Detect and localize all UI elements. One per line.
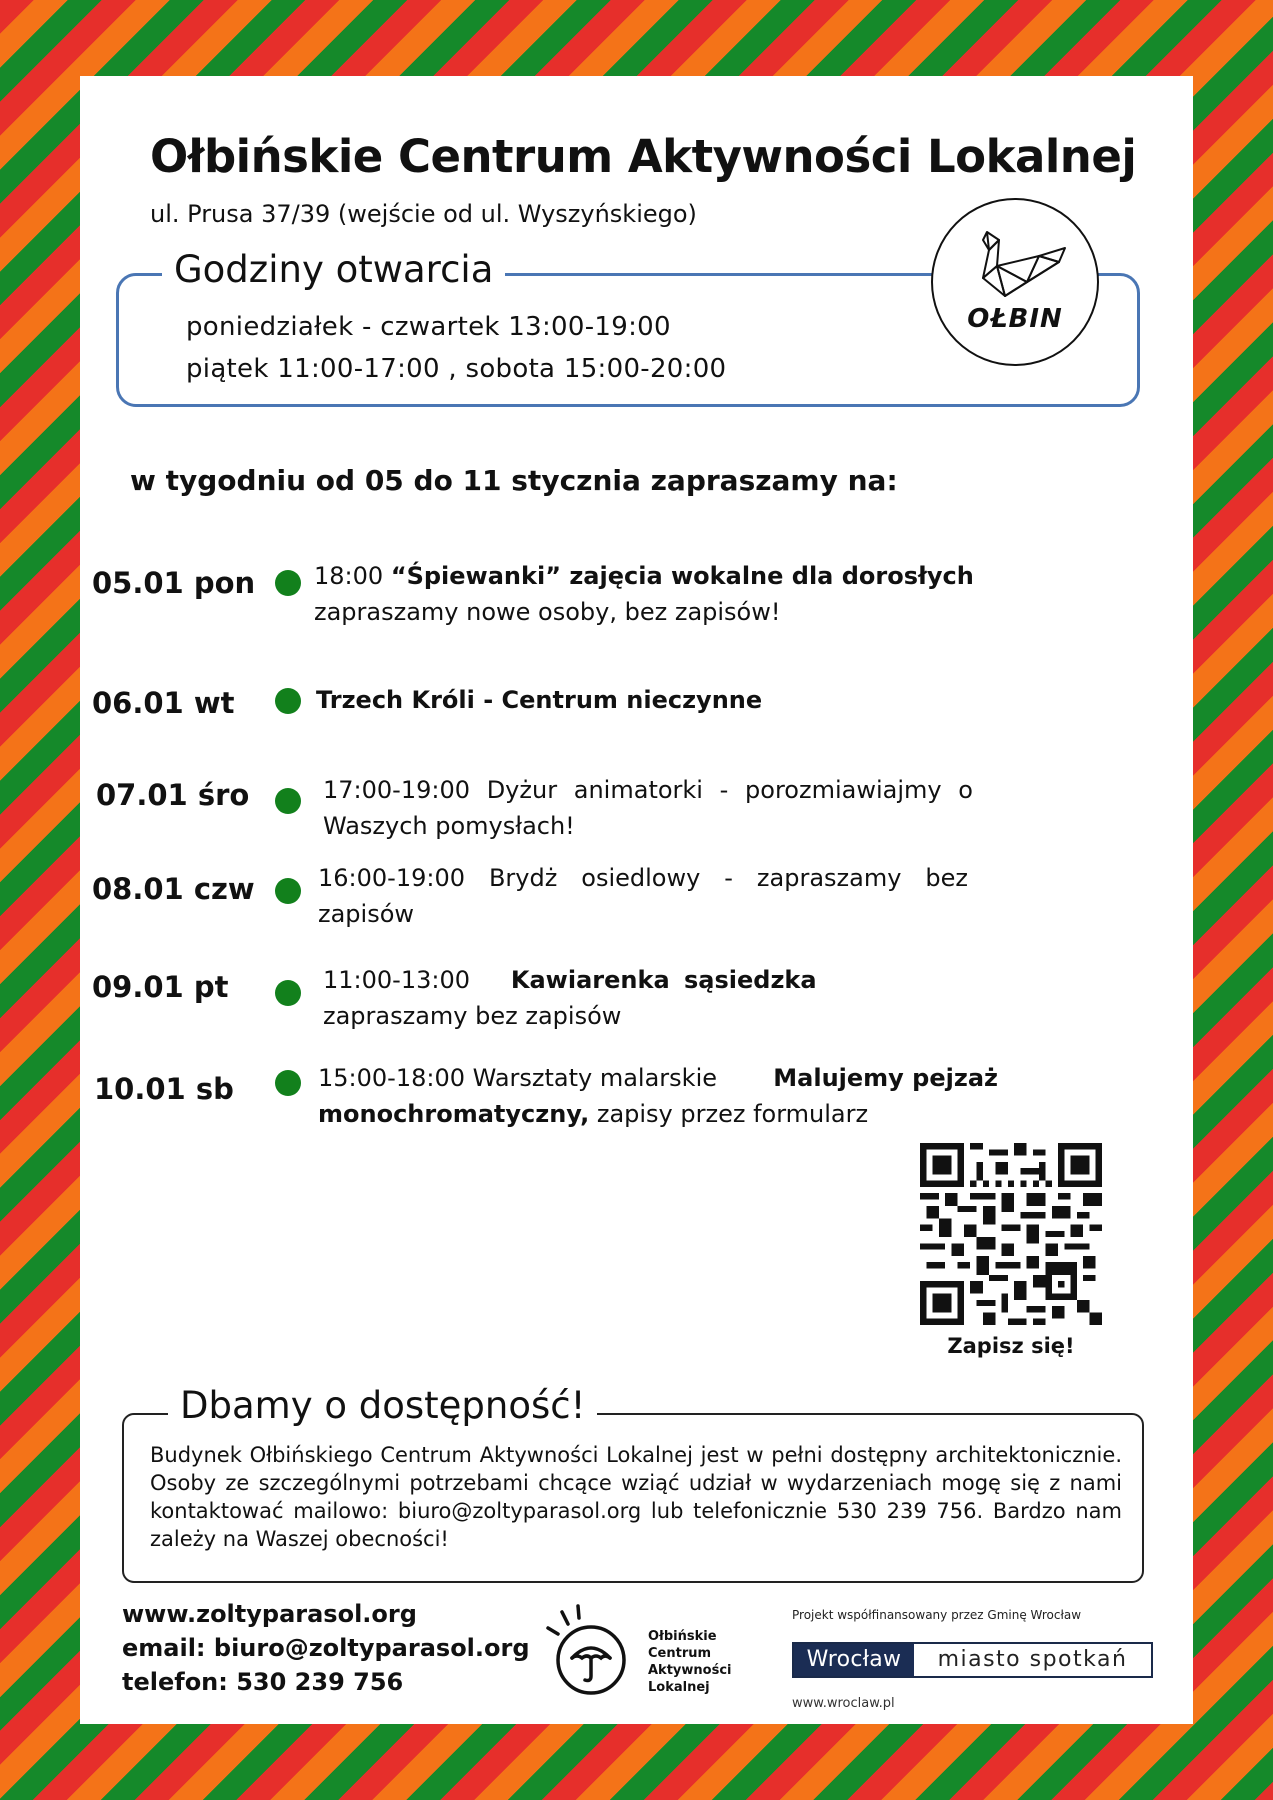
contact-website[interactable]: www.zoltyparasol.org	[122, 1600, 417, 1628]
opening-hours-title: Godziny otwarcia	[162, 248, 505, 291]
event-1001-line1	[318, 1060, 998, 1096]
event-0801-line2: zapisów	[318, 900, 415, 928]
accessibility-text: Budynek Ołbińskiego Centrum Aktywności Lokalnej jest w pełni dostępny architektonicznie. Osoby ze szczególnymi potrzebami chcące wziąć udział w wydarzeniach mogę się z nami kontaktować mailowo: biuro@zoltyparasol.org lub telefonicznie 530 239 756. Bardzo nam zależy na Waszej obecności!	[150, 1443, 1122, 1551]
event-1001-line2	[318, 1096, 868, 1132]
wroclaw-logo-left: Wrocław	[794, 1644, 914, 1676]
event-bullet	[275, 570, 301, 596]
event-0701-line2: Waszych pomysłach!	[323, 812, 575, 840]
page-title: Ołbińskie Centrum Aktywności Lokalnej	[150, 130, 1137, 183]
event-1001-desc: 15:00-18:00 Warsztaty malarskie	[318, 1064, 718, 1092]
footer-logo-line: Aktywności	[648, 1663, 732, 1678]
event-0801-line1: 16:00-19:00 Brydż osiedlowy - zapraszamy bez	[318, 864, 968, 892]
event-1001-registration: zapisy przez formularz	[589, 1100, 869, 1128]
event-0601-title: Trzech Króli - Centrum nieczynne	[316, 686, 763, 714]
wroclaw-logo-right: miasto spotkań	[937, 1647, 1128, 1672]
event-bullet	[275, 878, 301, 904]
event-bullet	[275, 980, 301, 1006]
event-day-0701: 07.01 śro	[96, 778, 250, 812]
event-0701-line1: 17:00-19:00 Dyżur animatorki - porozmiawiajmy o	[323, 776, 973, 804]
event-0601-line1	[316, 682, 762, 718]
hours-weekdays: poniedziałek - czwartek 13:00-19:00	[186, 312, 671, 342]
logo-text: OŁBIN	[967, 304, 1063, 334]
event-0501-line2: zapraszamy nowe osoby, bez zapisów!	[314, 598, 781, 626]
event-day-0501: 05.01 pon	[92, 566, 256, 600]
contact-phone: telefon: 530 239 756	[122, 1668, 404, 1696]
event-0901-time: 11:00-13:00	[323, 966, 470, 994]
event-day-1001: 10.01 sb	[94, 1072, 234, 1106]
umbrella-sun-icon	[542, 1604, 632, 1700]
week-heading: w tygodniu od 05 do 11 stycznia zapraszamy na:	[130, 464, 898, 497]
event-day-0601: 06.01 wt	[92, 686, 235, 720]
hours-weekend: piątek 11:00-17:00 , sobota 15:00-20:00	[186, 354, 727, 384]
wroclaw-url[interactable]: www.wroclaw.pl	[792, 1696, 895, 1711]
poster-sheet	[80, 76, 1193, 1724]
olbin-logo	[931, 198, 1099, 366]
wroclaw-logo	[792, 1642, 1153, 1678]
footer-logo-line: Ołbińskie	[648, 1629, 717, 1644]
event-0501-time: 18:00	[314, 562, 384, 590]
contact-email[interactable]: email: biuro@zoltyparasol.org	[122, 1634, 530, 1662]
event-bullet	[275, 1070, 301, 1096]
event-0901-line2: zapraszamy bez zapisów	[323, 1002, 622, 1030]
event-1001-title-cont: monochromatyczny,	[318, 1100, 590, 1128]
address: ul. Prusa 37/39 (wejście od ul. Wyszyńskiego)	[150, 200, 697, 228]
event-day-0901: 09.01 pt	[92, 970, 229, 1004]
event-0501-line1	[314, 558, 974, 594]
footer-logo-line: Lokalnej	[648, 1680, 710, 1695]
event-0501-title: “Śpiewanki” zajęcia wokalne dla dorosłych	[390, 562, 974, 590]
event-bullet	[275, 688, 301, 714]
event-0901-title: Kawiarenka sąsiedzka	[510, 966, 817, 994]
event-0901-line1	[323, 962, 817, 998]
footer-logo-text	[648, 1628, 732, 1696]
accessibility-title: Dbamy o dostępność!	[168, 1384, 597, 1427]
event-day-0801: 08.01 czw	[92, 872, 255, 906]
qr-caption: Zapisz się!	[947, 1334, 1075, 1358]
sponsor-note: Projekt współfinansowany przez Gminę Wrocław	[792, 1608, 1082, 1622]
footer-logo-line: Centrum	[648, 1646, 712, 1661]
qr-code[interactable]	[920, 1143, 1102, 1325]
event-1001-title: Malujemy pejzaż	[773, 1064, 998, 1092]
origami-swan-icon	[969, 226, 1069, 306]
event-bullet	[275, 788, 301, 814]
